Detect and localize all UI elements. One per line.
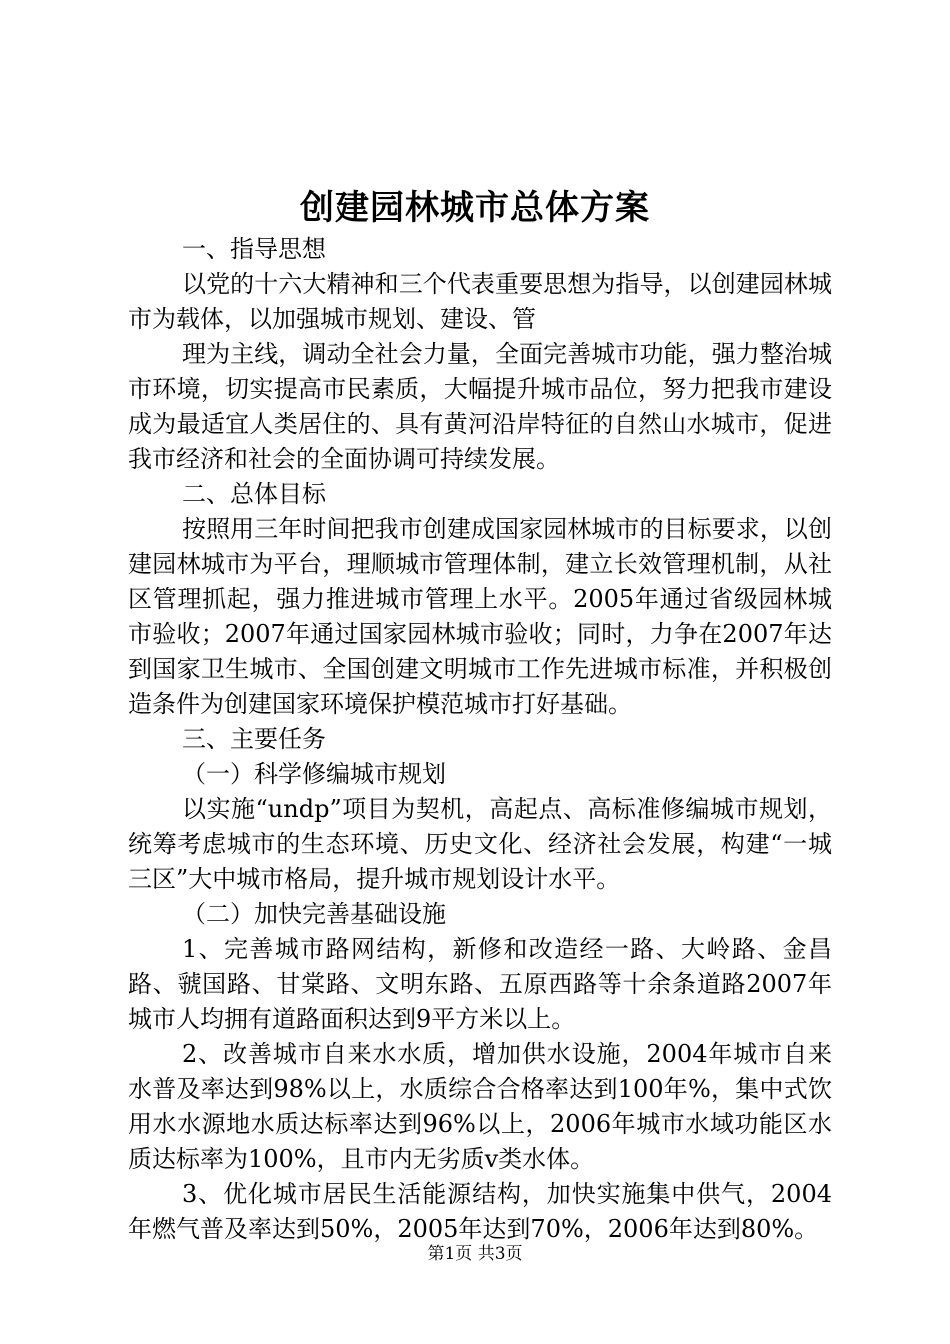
- paragraph: 以实施“undp”项目为契机，高起点、高标准修编城市规划，统筹考虑城市的生态环境、历史文化、经济社会发展，构建“一城三区”大中城市格局，提升城市规划设计水平。: [128, 795, 832, 893]
- paragraph: 理为主线，调动全社会力量，全面完善城市功能，强力整治城市环境，切实提高市民素质，大幅提升城市品位，努力把我市建设成为最适宜人类居住的、具有黄河沿岸特征的自然山水城市，促进我市经济和社会的全面协调可持续发展。: [128, 340, 832, 473]
- paragraph: 按照用三年时间把我市创建成国家园林城市的目标要求，以创建园林城市为平台，理顺城市管理体制，建立长效管理机制，从社区管理抓起，强力推进城市管理上水平。2005年通过省级园林城市验收；2007年通过国家园林城市验收；同时，力争在2007年达到国家卫生城市、全国创建文明城市工作先进城市标准，并积极创造条件为创建国家环境保护模范城市打好基础。: [128, 515, 832, 718]
- subsection-heading-planning: （一）科学修编城市规划: [182, 760, 446, 788]
- section-heading-main-tasks: 三、主要任务: [182, 725, 326, 753]
- paragraph: 以党的十六大精神和三个代表重要思想为指导，以创建园林城市为载体，以加强城市规划、建设、管: [128, 270, 832, 333]
- page-footer: 第1页 共3页: [427, 1244, 523, 1264]
- list-item: 3、优化城市居民生活能源结构，加快实施集中供气，2004年燃气普及率达到50%，2005年达到70%，2006年达到80%。: [128, 1180, 832, 1243]
- list-item: 1、完善城市路网结构，新修和改造经一路、大岭路、金昌路、虢国路、甘棠路、文明东路、五原西路等十余条道路2007年城市人均拥有道路面积达到9平方米以上。: [128, 935, 832, 1033]
- page-title: 创建园林城市总体方案: [300, 188, 650, 228]
- list-item: 2、改善城市自来水水质，增加供水设施，2004年城市自来水普及率达到98%以上，水质综合合格率达到100年%，集中式饮用水水源地水质达标率达到96%以上，2006年城市水域功能区水质达标率为100%，且市内无劣质v类水体。: [128, 1040, 832, 1173]
- section-heading-overall-goals: 二、总体目标: [182, 480, 326, 508]
- section-heading-guiding-ideology: 一、指导思想: [182, 235, 326, 263]
- document-body: [128, 232, 832, 1247]
- subsection-heading-infrastructure: （二）加快完善基础设施: [182, 900, 446, 928]
